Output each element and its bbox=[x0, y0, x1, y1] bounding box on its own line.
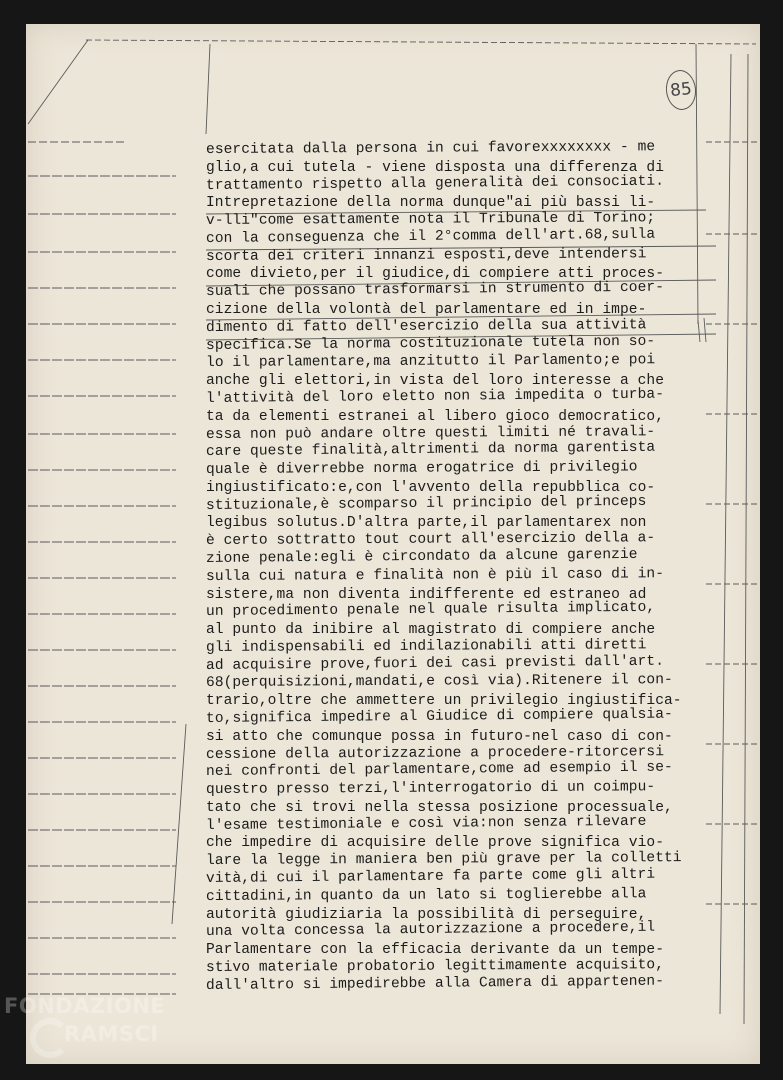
text-line: l'attività del loro eletto non sia impedita o turba- bbox=[205, 386, 665, 407]
text-line: ta da elementi estranei al libero gioco democratico, bbox=[206, 408, 664, 425]
text-line: è certo sottratto tout court all'esercizio della a- bbox=[205, 530, 656, 550]
text-line: legibus solutus.D'altra parte,il parlamentarex non bbox=[206, 515, 647, 532]
text-line: autorità giudiziaria la possibilità di perseguire, bbox=[206, 906, 647, 923]
text-line: quale è diverrebbe norma erogatrice di privilegio bbox=[205, 459, 638, 479]
text-line: tato che si trovi nella stessa posizione processuale, bbox=[206, 799, 673, 816]
text-line: al punto da inibire al magistrato di compiere anche bbox=[206, 622, 656, 639]
text-line: stituzionale,è scomparso il principio del princeps bbox=[205, 493, 647, 514]
text-line: come divieto,per il giudice,di compiere atti proces- bbox=[206, 266, 664, 283]
text-line: Parlamentare con la efficacia derivante da un tempe- bbox=[206, 942, 664, 959]
fondazione-gramsci-watermark bbox=[4, 994, 204, 1074]
text-line: un procedimento penale nel quale risulta implicato, bbox=[205, 600, 656, 621]
text-line: dall'altro si impedirebbe alla Camera di appartenen- bbox=[205, 973, 665, 994]
text-line: glio,a cui tutela - viene disposta una differenza di bbox=[206, 159, 664, 176]
text-line: stivo materiale probatorio legittimamente acquisito, bbox=[205, 957, 665, 976]
text-line: gli indispensabili ed indilazionabili atti diretti bbox=[205, 637, 647, 656]
text-line: cittadini,in quanto da un lato si toglierebbe alla bbox=[205, 886, 647, 905]
text-line: lare la legge in maniera ben più grave per la colletti bbox=[205, 850, 682, 870]
typewritten-body bbox=[205, 139, 736, 996]
text-line: si atto che comunque possa in futuro-nel caso di con- bbox=[206, 728, 673, 745]
text-line: to,significa impedire al Giudice di compiere qualsia- bbox=[205, 706, 673, 727]
text-line: questro presso terzi,l'interrogatorio di un coimpu- bbox=[205, 779, 656, 799]
text-line: specifica.Se la norma costituzionale tutela non so- bbox=[205, 333, 656, 354]
text-line: con la conseguenza che il 2°comma dell'art.68,sulla bbox=[205, 226, 656, 247]
text-line: dimento di fatto dell'esercizio della sua attività bbox=[205, 317, 647, 336]
text-line: v-lli"come esattamente nota il Tribunale di Torino; bbox=[205, 210, 656, 230]
text-line: l'esame testimoniale e così via:non senza rilevare bbox=[205, 813, 647, 834]
text-line: zione penale:egli è circondato da alcune garenzie bbox=[205, 546, 638, 567]
text-line: Intrepretazione della norma dunque"ai più bassi li- bbox=[206, 195, 656, 212]
text-line: ad acquisire prove,fuori dei casi previsti dall'art. bbox=[205, 653, 665, 674]
text-line: sistere,ma non diventa indifferente ed estraneo ad bbox=[206, 586, 647, 603]
text-line: essa non può andare oltre questi limiti né travali- bbox=[205, 423, 656, 443]
page-number: 85 bbox=[669, 78, 693, 102]
text-line: ingiustificato:e,con l'avvento della repubblica co- bbox=[206, 479, 656, 496]
watermark-line-1: FONDAZIONE bbox=[4, 994, 166, 1018]
text-line: vità,di cui il parlamentare fa parte come gli altri bbox=[205, 866, 656, 888]
text-line: care queste finalità,altrimenti da norma garentista bbox=[205, 439, 656, 461]
text-line: lo il parlamentare,ma anzitutto il Parlamento;e poi bbox=[205, 352, 656, 372]
text-line: scorta dei criteri innanzi esposti,deve intendersi bbox=[205, 245, 647, 265]
watermark-line-2: RAMSCI bbox=[64, 1022, 159, 1046]
text-line: sulla cui natura e finalità non è più il caso di in- bbox=[205, 565, 665, 585]
text-line: una volta concessa la autorizzazione a procedere,il bbox=[205, 920, 656, 941]
text-line: trario,oltre che ammettere un privilegio ingiustifica- bbox=[206, 693, 682, 710]
text-line: trattamento rispetto alla generalità dei consociati. bbox=[205, 173, 665, 194]
text-line: nei confronti del parlamentare,come ad esempio il se- bbox=[205, 759, 673, 781]
text-line: cessione della autorizzazione a procedere-ritorcersi bbox=[205, 743, 665, 763]
document-page bbox=[26, 24, 760, 1064]
text-line: suali che possano trasformarsi in strumento di coer- bbox=[205, 279, 665, 301]
text-line: 68(perquisizioni,mandati,e così via).Ritenere il con- bbox=[205, 672, 673, 692]
text-line: che impedire di acquisire delle prove significa vio- bbox=[206, 835, 664, 852]
text-line: esercitata dalla persona in cui favorexxxxxxxx - me bbox=[205, 139, 656, 158]
text-line: anche gli elettori,in vista del loro interesse a che bbox=[206, 373, 664, 390]
text-line: cizione della volontà del parlamentare ed in impe- bbox=[206, 302, 647, 319]
